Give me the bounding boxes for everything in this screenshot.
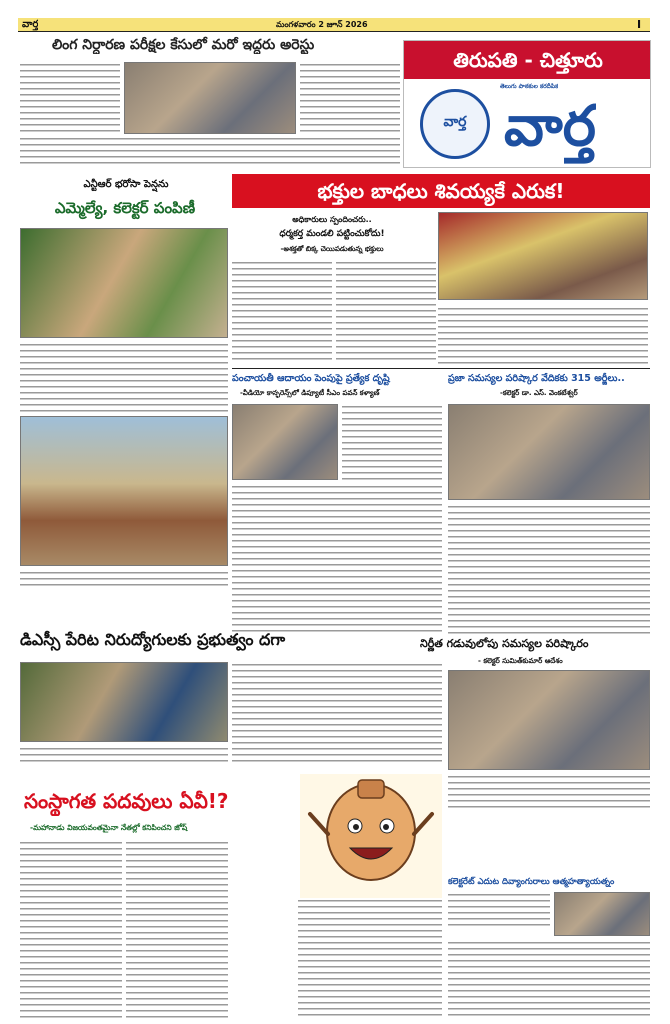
- story8-body-c: [298, 898, 442, 1018]
- story1-headline: లింగ నిర్ధారణ పరీక్షల కేసులో మరో ఇద్దరు అరెస్టు: [52, 37, 315, 53]
- story8-body-b: [126, 840, 228, 1018]
- edition-brand: వార్త: [504, 94, 596, 159]
- story9-photo: [554, 892, 650, 936]
- story8-headline: సంస్థాగత పదవులు ఏవీ!?: [24, 789, 229, 813]
- procession-caption: [20, 570, 228, 588]
- story3-sub1: అధికారులు స్పందించరు..: [292, 215, 372, 224]
- edition-title-bar: [404, 41, 650, 79]
- story3-photo: [438, 212, 648, 300]
- story9-body-b: [448, 940, 650, 1018]
- story4-headline: పంచాయతీ ఆదాయం పెంపుపై ప్రత్యేక దృష్టి: [232, 373, 390, 384]
- story6-body-a: [20, 746, 228, 766]
- edition-box: [403, 40, 651, 168]
- story7-sub: - కలెక్టర్ సుమిత్‌కుమార్ ఆదేశం: [478, 657, 563, 665]
- divider: [232, 368, 650, 369]
- story2-headline: ఎమ్మెల్యే, కలెక్టర్ పంపిణీ: [54, 199, 196, 217]
- procession-photo: [20, 416, 228, 566]
- story2-photo: [20, 228, 228, 338]
- story2-body: [20, 342, 228, 412]
- story3-headline: భక్తుల బాధలు శివయ్యకే ఎరుక!: [317, 179, 565, 203]
- story7-headline: నిర్ణీత గడువులోపు సమస్యల పరిష్కారం: [420, 637, 589, 650]
- story9-body-a: [448, 892, 550, 930]
- anniversary-seal: [420, 89, 490, 159]
- story3-body-c: [438, 306, 648, 364]
- story5-headline: ప్రజా సమస్యల పరిష్కార వేదికకు 315 అర్జీలు..: [448, 373, 625, 384]
- story5-photo: [448, 404, 650, 500]
- story9-headline: కలెక్టరేట్ ఎదుట దివ్యాంగురాలు ఆత్మహత్యాయత్నం: [448, 877, 615, 887]
- story2-kicker: ఎన్టీఆర్ భరోసా పెన్షను: [83, 179, 169, 190]
- story1-body-left: [20, 62, 120, 134]
- edition-tagline: తెలుగు పాఠకుల కరదీపిక: [500, 83, 559, 90]
- story8-sub: -మహానాడు విజయవంతమైనా నేతల్లో కనిపించని జోష్: [30, 823, 188, 832]
- devotees-banner: [232, 174, 650, 208]
- story7-photo: [448, 670, 650, 770]
- story5-body: [448, 504, 650, 634]
- story4-sub: -వీడియో కాన్ఫరెన్స్‌లో డిప్యూటీ సీఎం పవన్ కళ్యాణ్: [240, 389, 380, 397]
- masthead-paper-name: వార్త: [22, 19, 39, 30]
- story3-sub3: -అశక్తతో బిక్క చెయిపడుతున్న భక్తులు: [280, 245, 384, 253]
- masthead-strip: [18, 18, 650, 32]
- story6-body-b: [232, 662, 442, 762]
- story5-sub: -కలెక్టర్ డా. ఎస్. వెంకటేశ్వర్: [500, 389, 578, 397]
- cartoon-illustration: [300, 774, 442, 898]
- story3-body-b: [336, 260, 436, 364]
- story8-body-a: [20, 840, 122, 1018]
- story4-photo: [232, 404, 338, 480]
- story3-body-a: [232, 260, 332, 364]
- story1-body-bottom: [20, 136, 400, 164]
- story1-photo: [124, 62, 296, 134]
- edition-title: తిరుపతి - చిత్తూరు: [453, 48, 603, 72]
- story7-body: [448, 774, 650, 810]
- story4-body-a: [342, 404, 442, 480]
- seal-text: వార్త: [443, 114, 467, 130]
- masthead-date: మంగళవారం 2 జూన్ 2026: [276, 20, 368, 29]
- story6-headline: డిఎస్సీ పేరిట నిరుద్యోగులకు ప్రభుత్వం దగా: [20, 630, 286, 649]
- story1-body-right: [300, 62, 400, 134]
- story4-body-b: [232, 484, 442, 634]
- story3-sub2: ధర్మకర్త మండలి పట్టించుకోదు!: [279, 229, 385, 239]
- masthead-page-no: I: [637, 18, 642, 31]
- story6-photo: [20, 662, 228, 742]
